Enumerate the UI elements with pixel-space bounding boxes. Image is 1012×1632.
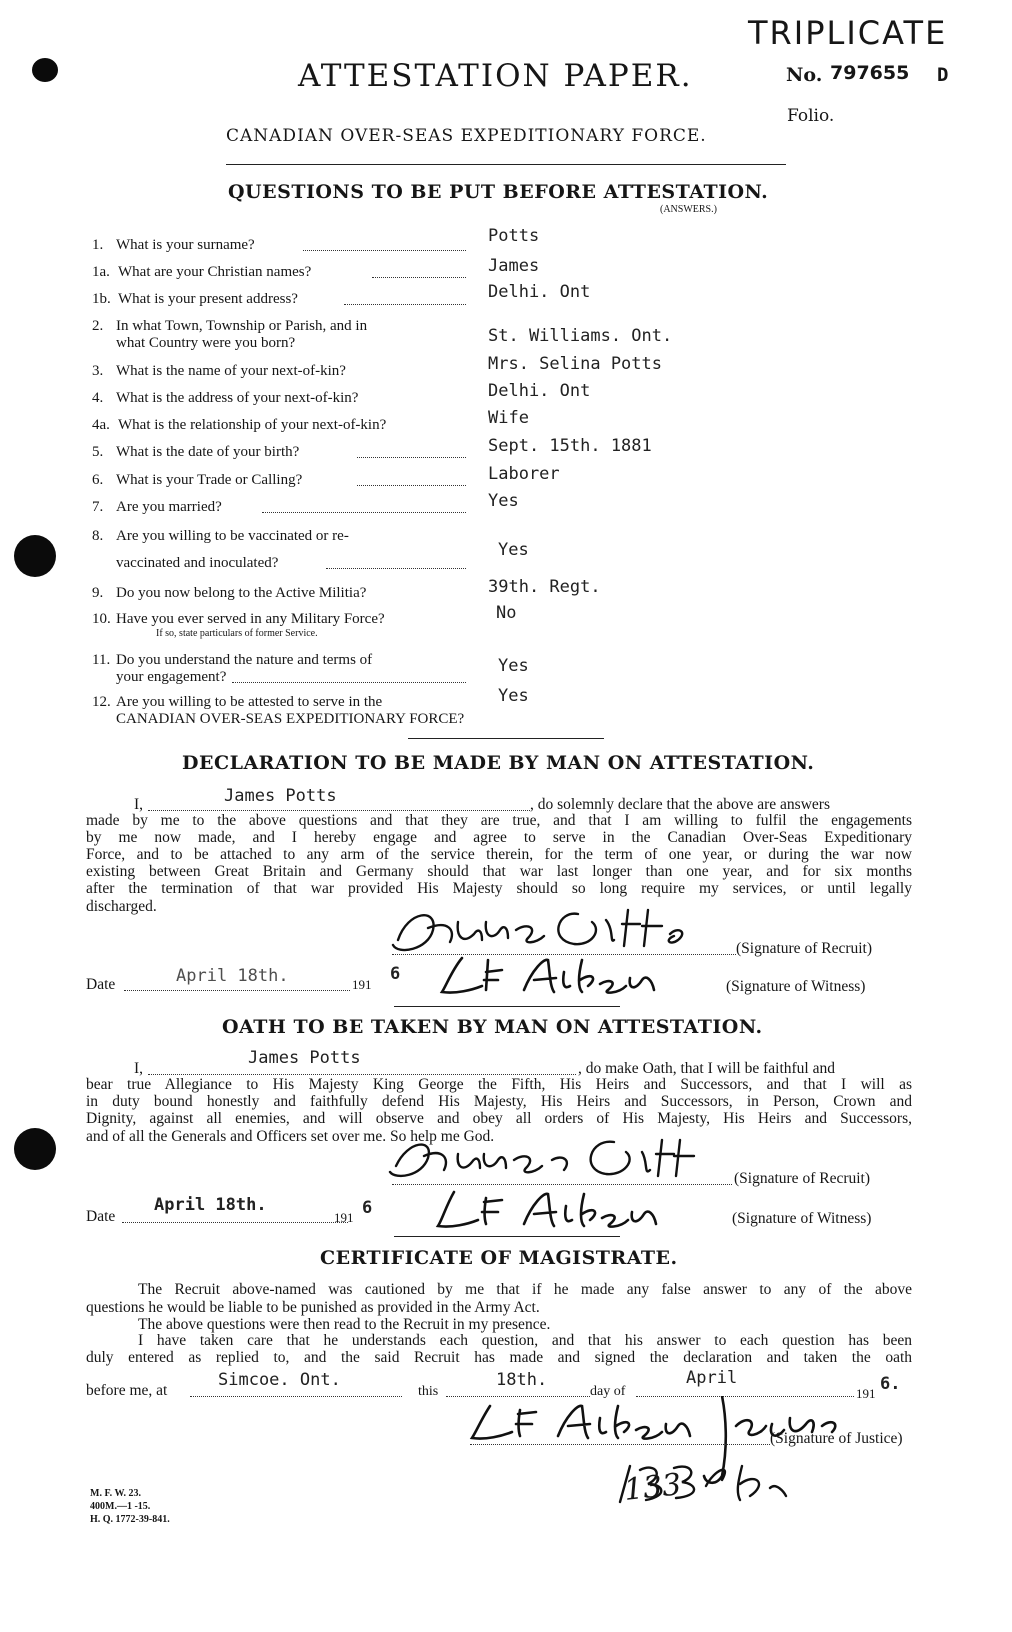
answer-willing-to-serve: Yes — [498, 686, 529, 706]
punch-hole-lower — [14, 1128, 56, 1170]
question-number: 1a. — [92, 264, 110, 280]
witness-signature-declaration — [432, 950, 702, 1000]
question-number: 3. — [92, 363, 104, 379]
answer-vaccination: Yes — [498, 540, 529, 560]
oath-line: bear true Allegiance to His Majesty King George the Fifth, His Heirs and Successors, and that I will as — [86, 1076, 912, 1093]
certificate-line: The Recruit above-named was cautioned by me that if he made any false answer to any of the above — [138, 1281, 912, 1298]
answer-understand-terms: Yes — [498, 656, 529, 676]
certificate-place: Simcoe. Ont. — [218, 1370, 341, 1390]
oath-date: April 18th. — [154, 1195, 267, 1215]
question-note: If so, state particulars of former Service. — [156, 628, 318, 639]
question-text: What is the address of your next-of-kin? — [116, 390, 359, 406]
recruit-signature-oath — [374, 1130, 704, 1186]
oath-name: James Potts — [248, 1048, 361, 1068]
header-divider — [226, 164, 786, 165]
answer-birthplace: St. Williams. Ont. — [488, 326, 673, 346]
question-text: Do you now belong to the Active Militia? — [116, 585, 367, 601]
folio-label: Folio. — [787, 106, 835, 126]
witness-signature-label-oath: (Signature of Witness) — [732, 1210, 872, 1227]
certificate-year-prefix: 191 — [856, 1386, 876, 1401]
question-number: 9. — [92, 585, 104, 601]
declaration-line: made by me to the above questions and that they are true, and that I am willing to fulfil the engagements — [86, 812, 912, 829]
question-leader — [303, 250, 466, 251]
form-hq-reference: H. Q. 1772-39-841. — [90, 1514, 170, 1525]
oath-line: in duty bound honestly and faithfully defend His Majesty, His Heirs and Successors, in Person, Crown and — [86, 1093, 912, 1110]
question-text-cont: your engagement? — [116, 669, 227, 685]
question-text: Are you willing to be attested to serve in the — [116, 694, 383, 710]
oath-date-label: Date — [86, 1208, 116, 1225]
question-text-cont: what Country were you born? — [116, 335, 296, 351]
question-text-cont: CANADIAN OVER-SEAS EXPEDITIONARY FORCE? — [116, 711, 465, 727]
answer-present-address: Delhi. Ont — [488, 282, 591, 302]
justice-signature-label: (Signature of Justice) — [770, 1430, 903, 1447]
declaration-name: James Potts — [224, 786, 337, 806]
declaration-line: after the termination of that war provided His Majesty should so long require my services, or until legally — [86, 880, 912, 897]
answer-christian-names: James — [488, 256, 540, 276]
answer-married: Yes — [488, 491, 519, 511]
certificate-line: The above questions were then read to the Recruit in my presence. — [138, 1316, 551, 1333]
question-text: What is your surname? — [116, 237, 255, 253]
question-number: 5. — [92, 444, 104, 460]
declaration-line: existing between Great Britain and Germany should that war last longer than one year, and for six months — [86, 863, 912, 880]
page-title: ATTESTATION PAPER. — [298, 58, 693, 94]
certificate-place-line — [190, 1396, 402, 1397]
question-number: 4a. — [92, 417, 110, 433]
question-text: What is the relationship of your next-of-kin? — [118, 417, 387, 433]
declaration-date: April 18th. — [176, 966, 289, 986]
question-leader — [372, 277, 466, 278]
punch-hole-middle — [14, 535, 56, 577]
question-text-cont: vaccinated and inoculated? — [116, 555, 279, 571]
answer-surname: Potts — [488, 226, 540, 246]
regimental-number: 797655 — [830, 62, 910, 84]
declaration-year-prefix: 191 — [352, 977, 372, 992]
question-leader — [326, 568, 466, 569]
certificate-this-label: this — [418, 1384, 439, 1399]
oath-date-line — [122, 1222, 348, 1223]
question-number: 8. — [92, 528, 104, 544]
oath-line: Dignity, against all enemies, and will observe and obey all orders of His Majesty, His Heirs and Successors, — [86, 1110, 912, 1127]
question-leader — [232, 682, 466, 683]
question-text: Are you married? — [116, 499, 222, 515]
oath-last-line: and of all the Generals and Officers set over me. So help me God. — [86, 1128, 495, 1145]
question-leader — [357, 457, 466, 458]
declaration-line-1-end: , do solemnly declare that the above are answers — [530, 796, 830, 813]
number-suffix: D — [937, 64, 949, 86]
question-leader — [262, 512, 466, 513]
question-text: What is your present address? — [118, 291, 298, 307]
question-number: 4. — [92, 390, 104, 406]
question-number: 12. — [92, 694, 111, 710]
question-text: In what Town, Township or Parish, and in — [116, 318, 368, 334]
question-text: Do you understand the nature and terms of — [116, 652, 373, 668]
question-text: What is the date of your birth? — [116, 444, 300, 460]
answer-militia: 39th. Regt. — [488, 577, 601, 597]
witness-signature-oath — [426, 1184, 716, 1234]
question-leader — [344, 304, 466, 305]
question-number: 2. — [92, 318, 104, 334]
question-number: 10. — [92, 611, 111, 627]
answer-birth-date: Sept. 15th. 1881 — [488, 436, 652, 456]
declaration-year-suffix: 6 — [390, 964, 401, 984]
question-number: 1. — [92, 237, 104, 253]
declaration-date-line — [124, 990, 350, 991]
question-number: 1b. — [92, 291, 111, 307]
question-number: 11. — [92, 652, 111, 668]
declaration-line: Force, and to be attached to any arm of the service therein, for the term of one year, or during the war now — [86, 846, 912, 863]
declaration-i-label: I, — [134, 796, 144, 813]
oath-divider — [394, 1236, 620, 1237]
oath-year-prefix: 191 — [334, 1210, 354, 1225]
answer-relationship: Wife — [488, 408, 529, 428]
questions-divider — [408, 738, 604, 739]
oath-year-suffix: 6 — [362, 1198, 373, 1218]
oath-line-1-end: , do make Oath, that I will be faithful and — [578, 1060, 835, 1077]
question-number: 7. — [92, 499, 104, 515]
certificate-month: April — [686, 1368, 738, 1388]
certificate-line: I have taken care that he understands each question, and that his answer to each question has been — [138, 1332, 912, 1349]
answer-next-of-kin-address: Delhi. Ont — [488, 381, 591, 401]
answers-label: (ANSWERS.) — [660, 204, 717, 215]
declaration-divider — [394, 1006, 620, 1007]
question-text: Have you ever served in any Military Force? — [116, 611, 385, 627]
question-number: 6. — [92, 472, 104, 488]
question-text: What is the name of your next-of-kin? — [116, 363, 346, 379]
justice-signature-line — [470, 1444, 770, 1445]
witness-signature-label-declaration: (Signature of Witness) — [726, 978, 866, 995]
declaration-line: by me now made, and I hereby engage and agree to serve in the Canadian Over-Seas Expeditionary — [86, 829, 912, 846]
recruit-signature-label-oath: (Signature of Recruit) — [734, 1170, 871, 1187]
question-text: What are your Christian names? — [118, 264, 312, 280]
certificate-day: 18th. — [496, 1370, 548, 1390]
handwritten-number: 133 — [622, 1467, 683, 1508]
oath-heading: OATH TO BE TAKEN BY MAN ON ATTESTATION. — [222, 1016, 763, 1038]
punch-hole-top — [32, 58, 58, 82]
answer-next-of-kin: Mrs. Selina Potts — [488, 354, 662, 374]
answer-prior-service: No — [496, 603, 517, 623]
oath-name-line — [148, 1074, 576, 1075]
answer-trade: Laborer — [488, 464, 560, 484]
declaration-last-line: discharged. — [86, 898, 157, 915]
question-text: What is your Trade or Calling? — [116, 472, 303, 488]
declaration-name-line — [148, 810, 530, 811]
certificate-line: questions he would be liable to be punished as provided in the Army Act. — [86, 1299, 540, 1316]
certificate-heading: CERTIFICATE OF MAGISTRATE. — [320, 1247, 678, 1269]
declaration-date-label: Date — [86, 976, 116, 993]
certificate-day-of: day of — [590, 1384, 626, 1399]
triplicate-label: TRIPLICATE — [748, 14, 948, 52]
oath-i-label: I, — [134, 1060, 144, 1077]
certificate-year-suffix: 6. — [880, 1374, 901, 1394]
question-text: Are you willing to be vaccinated or re- — [116, 528, 349, 544]
form-print-run: 400M.—1 -15. — [90, 1501, 151, 1512]
number-label: No. — [786, 64, 823, 86]
declaration-heading: DECLARATION TO BE MADE BY MAN ON ATTESTATION. — [182, 752, 815, 774]
page-subtitle: CANADIAN OVER-SEAS EXPEDITIONARY FORCE. — [226, 126, 707, 146]
certificate-before-me: before me, at — [86, 1382, 168, 1399]
question-leader — [357, 485, 466, 486]
recruit-signature-label-declaration: (Signature of Recruit) — [736, 940, 873, 957]
form-code: M. F. W. 23. — [90, 1488, 142, 1499]
questions-heading: QUESTIONS TO BE PUT BEFORE ATTESTATION. — [228, 181, 769, 203]
certificate-line: duly entered as replied to, and the said Recruit has made and signed the declaration and taken the oath — [86, 1349, 912, 1366]
